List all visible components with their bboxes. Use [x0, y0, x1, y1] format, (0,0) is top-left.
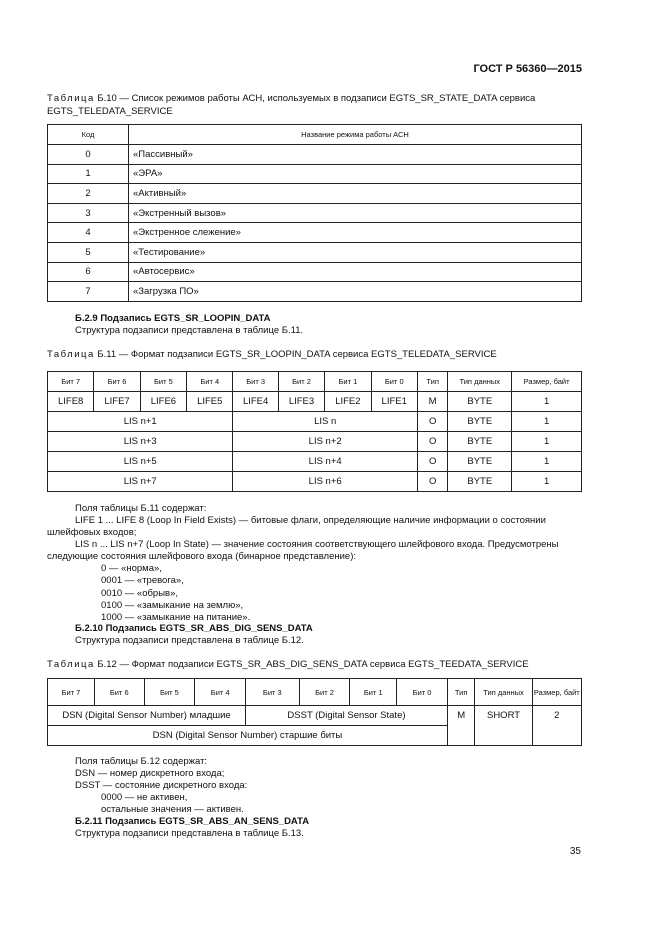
section-text: Структура подзаписи представлена в таблице Б.12. [75, 635, 304, 646]
lis-cell: LIS n [233, 412, 417, 432]
lis-cell: LIS n+1 [48, 412, 233, 432]
caption-text: Б.12 — Формат подзаписи EGTS_SR_ABS_DIG_SENS_DATA сервиса EGTS_TEEDATA_SERVICE [94, 659, 529, 670]
datatype-cell: BYTE [448, 432, 512, 452]
column-header: Бит 7 [48, 372, 94, 392]
size-cell: 1 [512, 472, 582, 492]
column-header: Тип данных [475, 679, 532, 706]
caption-label: Таблица [47, 659, 95, 670]
column-header: Бит 7 [48, 679, 95, 706]
column-header: Бит 5 [144, 679, 195, 706]
lis-cell: LIS n+6 [233, 472, 417, 492]
code-cell: 6 [48, 262, 129, 282]
dsst-description: DSST — состояние дискретного входа: [75, 780, 248, 791]
flag-cell: 1 [512, 392, 582, 412]
table-row [48, 262, 582, 282]
flag-cell: LIFE2 [325, 392, 371, 412]
table-b10 [47, 124, 582, 302]
column-header: Бит 3 [246, 679, 300, 706]
size-cell: 1 [512, 412, 582, 432]
column-header: Тип данных [448, 372, 512, 392]
lis-cell: LIS n+3 [48, 432, 233, 452]
column-header: Бит 3 [233, 372, 278, 392]
list-item: 0100 — «замыкание на землю», [101, 599, 244, 611]
document-header: ГОСТ Р 56360—2015 [473, 63, 582, 75]
table-row [48, 472, 582, 492]
lis-cell: LIS n+4 [233, 452, 417, 472]
flag-cell: LIFE7 [94, 392, 140, 412]
section-text: Структура подзаписи представлена в таблице Б.11. [75, 325, 304, 336]
column-header: Размер, байт [512, 372, 582, 392]
fields-intro: Поля таблицы Б.11 содержат: [75, 503, 207, 514]
type-cell: O [417, 412, 447, 432]
column-header: Бит 0 [371, 372, 417, 392]
datatype-cell: SHORT [475, 706, 532, 746]
column-header: Тип [447, 679, 475, 706]
column-header: Бит 1 [350, 679, 397, 706]
column-header: Бит 5 [140, 372, 186, 392]
code-cell: 2 [48, 184, 129, 204]
datatype-cell: BYTE [448, 412, 512, 432]
caption-text: Б.11 — Формат подзаписи EGTS_SR_LOOPIN_DATA сервиса EGTS_TELEDATA_SERVICE [94, 349, 497, 360]
datatype-cell: BYTE [448, 452, 512, 472]
state-list [101, 563, 250, 624]
flag-cell: LIFE5 [187, 392, 233, 412]
column-header: Бит 6 [94, 372, 140, 392]
column-header: Код [48, 125, 129, 145]
table-row [48, 452, 582, 472]
section-heading: Б.2.9 Подзапись EGTS_SR_LOOPIN_DATA [75, 313, 271, 324]
lis-description: LIS n ... LIS n+7 (Loop In State) — значение состояния соответствующего шлейфового входа. Предусмотрены [75, 539, 559, 550]
mode-name-cell: «Загрузка ПО» [129, 282, 582, 302]
dsn-low-cell: DSN (Digital Sensor Number) младшие [48, 706, 246, 726]
mode-name-cell: «Автосервис» [129, 262, 582, 282]
dsn-description: DSN — номер дискретного входа; [75, 768, 225, 779]
code-cell: 3 [48, 203, 129, 223]
code-cell: 5 [48, 242, 129, 262]
column-header: Бит 6 [94, 679, 144, 706]
column-header: Бит 2 [299, 679, 350, 706]
code-cell: 4 [48, 223, 129, 243]
table-row [48, 164, 582, 184]
column-header: Бит 0 [397, 679, 448, 706]
column-header: Тип [417, 372, 447, 392]
caption-text-line2: EGTS_TELEDATA_SERVICE [47, 106, 173, 117]
size-cell: 1 [512, 432, 582, 452]
column-header: Бит 4 [195, 679, 246, 706]
lis-cell: LIS n+7 [48, 472, 233, 492]
mode-name-cell: «ЭРА» [129, 164, 582, 184]
size-cell: 1 [512, 452, 582, 472]
table-row [48, 184, 582, 204]
list-item: 0001 — «тревога», [101, 575, 184, 587]
table-row [48, 282, 582, 302]
table-b10-caption [47, 92, 582, 118]
mode-name-cell: «Активный» [129, 184, 582, 204]
life-description: LIFE 1 ... LIFE 8 (Loop In Field Exists) — битовые флаги, определяющие наличие информации о состоянии [75, 515, 546, 526]
column-header: Название режима работы АСН [129, 125, 582, 145]
type-cell: M [447, 706, 475, 746]
section-text: Структура подзаписи представлена в таблице Б.13. [75, 828, 304, 839]
life-description-line2: шлейфовых входов; [47, 527, 137, 538]
flag-cell: BYTE [448, 392, 512, 412]
dsst-cell: DSST (Digital Sensor State) [246, 706, 448, 726]
size-cell: 2 [532, 706, 581, 746]
type-cell: O [417, 432, 447, 452]
datatype-cell: BYTE [448, 472, 512, 492]
mode-name-cell: «Экстренное слежение» [129, 223, 582, 243]
column-header: Бит 4 [187, 372, 233, 392]
dsn-high-cell: DSN (Digital Sensor Number) старшие биты [48, 726, 448, 746]
table-row [48, 242, 582, 262]
section-heading: Б.2.10 Подзапись EGTS_SR_ABS_DIG_SENS_DATA [75, 623, 313, 634]
list-item: 0010 — «обрыв», [101, 587, 179, 599]
flag-cell: LIFE1 [371, 392, 417, 412]
lis-cell: LIS n+2 [233, 432, 417, 452]
type-cell: O [417, 472, 447, 492]
caption-text: Б.10 — Список режимов работы АСН, используемых в подзаписи EGTS_SR_STATE_DATA сервиса [94, 93, 536, 104]
table-row [48, 203, 582, 223]
flag-cell: LIFE6 [140, 392, 186, 412]
fields-intro: Поля таблицы Б.12 содержат: [75, 756, 208, 767]
type-cell: O [417, 452, 447, 472]
table-row [48, 412, 582, 432]
code-cell: 0 [48, 145, 129, 165]
table-row [48, 145, 582, 165]
list-item: 1000 — «замыкание на питание». [101, 612, 251, 624]
mode-name-cell: «Тестирование» [129, 242, 582, 262]
caption-label: Таблица [47, 349, 95, 360]
page-number: 35 [569, 846, 581, 857]
flag-cell: LIFE3 [278, 392, 324, 412]
table-b12 [47, 678, 582, 746]
table-b11 [47, 371, 582, 492]
section-heading: Б.2.11 Подзапись EGTS_SR_ABS_AN_SENS_DATA [75, 816, 310, 827]
table-b11-caption [47, 348, 497, 361]
flag-cell: M [417, 392, 447, 412]
mode-name-cell: «Пассивный» [129, 145, 582, 165]
column-header: Бит 1 [325, 372, 371, 392]
table-b12-caption [47, 658, 529, 671]
caption-label: Таблица [47, 93, 95, 104]
lis-cell: LIS n+5 [48, 452, 233, 472]
flag-cell: LIFE4 [233, 392, 278, 412]
table-row [48, 432, 582, 452]
list-item: остальные значения — активен. [101, 804, 244, 815]
column-header: Размер, байт [532, 679, 581, 706]
list-item: 0 — «норма», [101, 563, 162, 574]
table-row [48, 223, 582, 243]
list-item: 0000 — не активен, [101, 792, 188, 803]
column-header: Бит 2 [278, 372, 324, 392]
mode-name-cell: «Экстренный вызов» [129, 203, 582, 223]
code-cell: 1 [48, 164, 129, 184]
code-cell: 7 [48, 282, 129, 302]
flag-cell: LIFE8 [48, 392, 94, 412]
lis-description-line2: следующие состояния шлейфового входа (бинарное представление): [47, 551, 357, 562]
